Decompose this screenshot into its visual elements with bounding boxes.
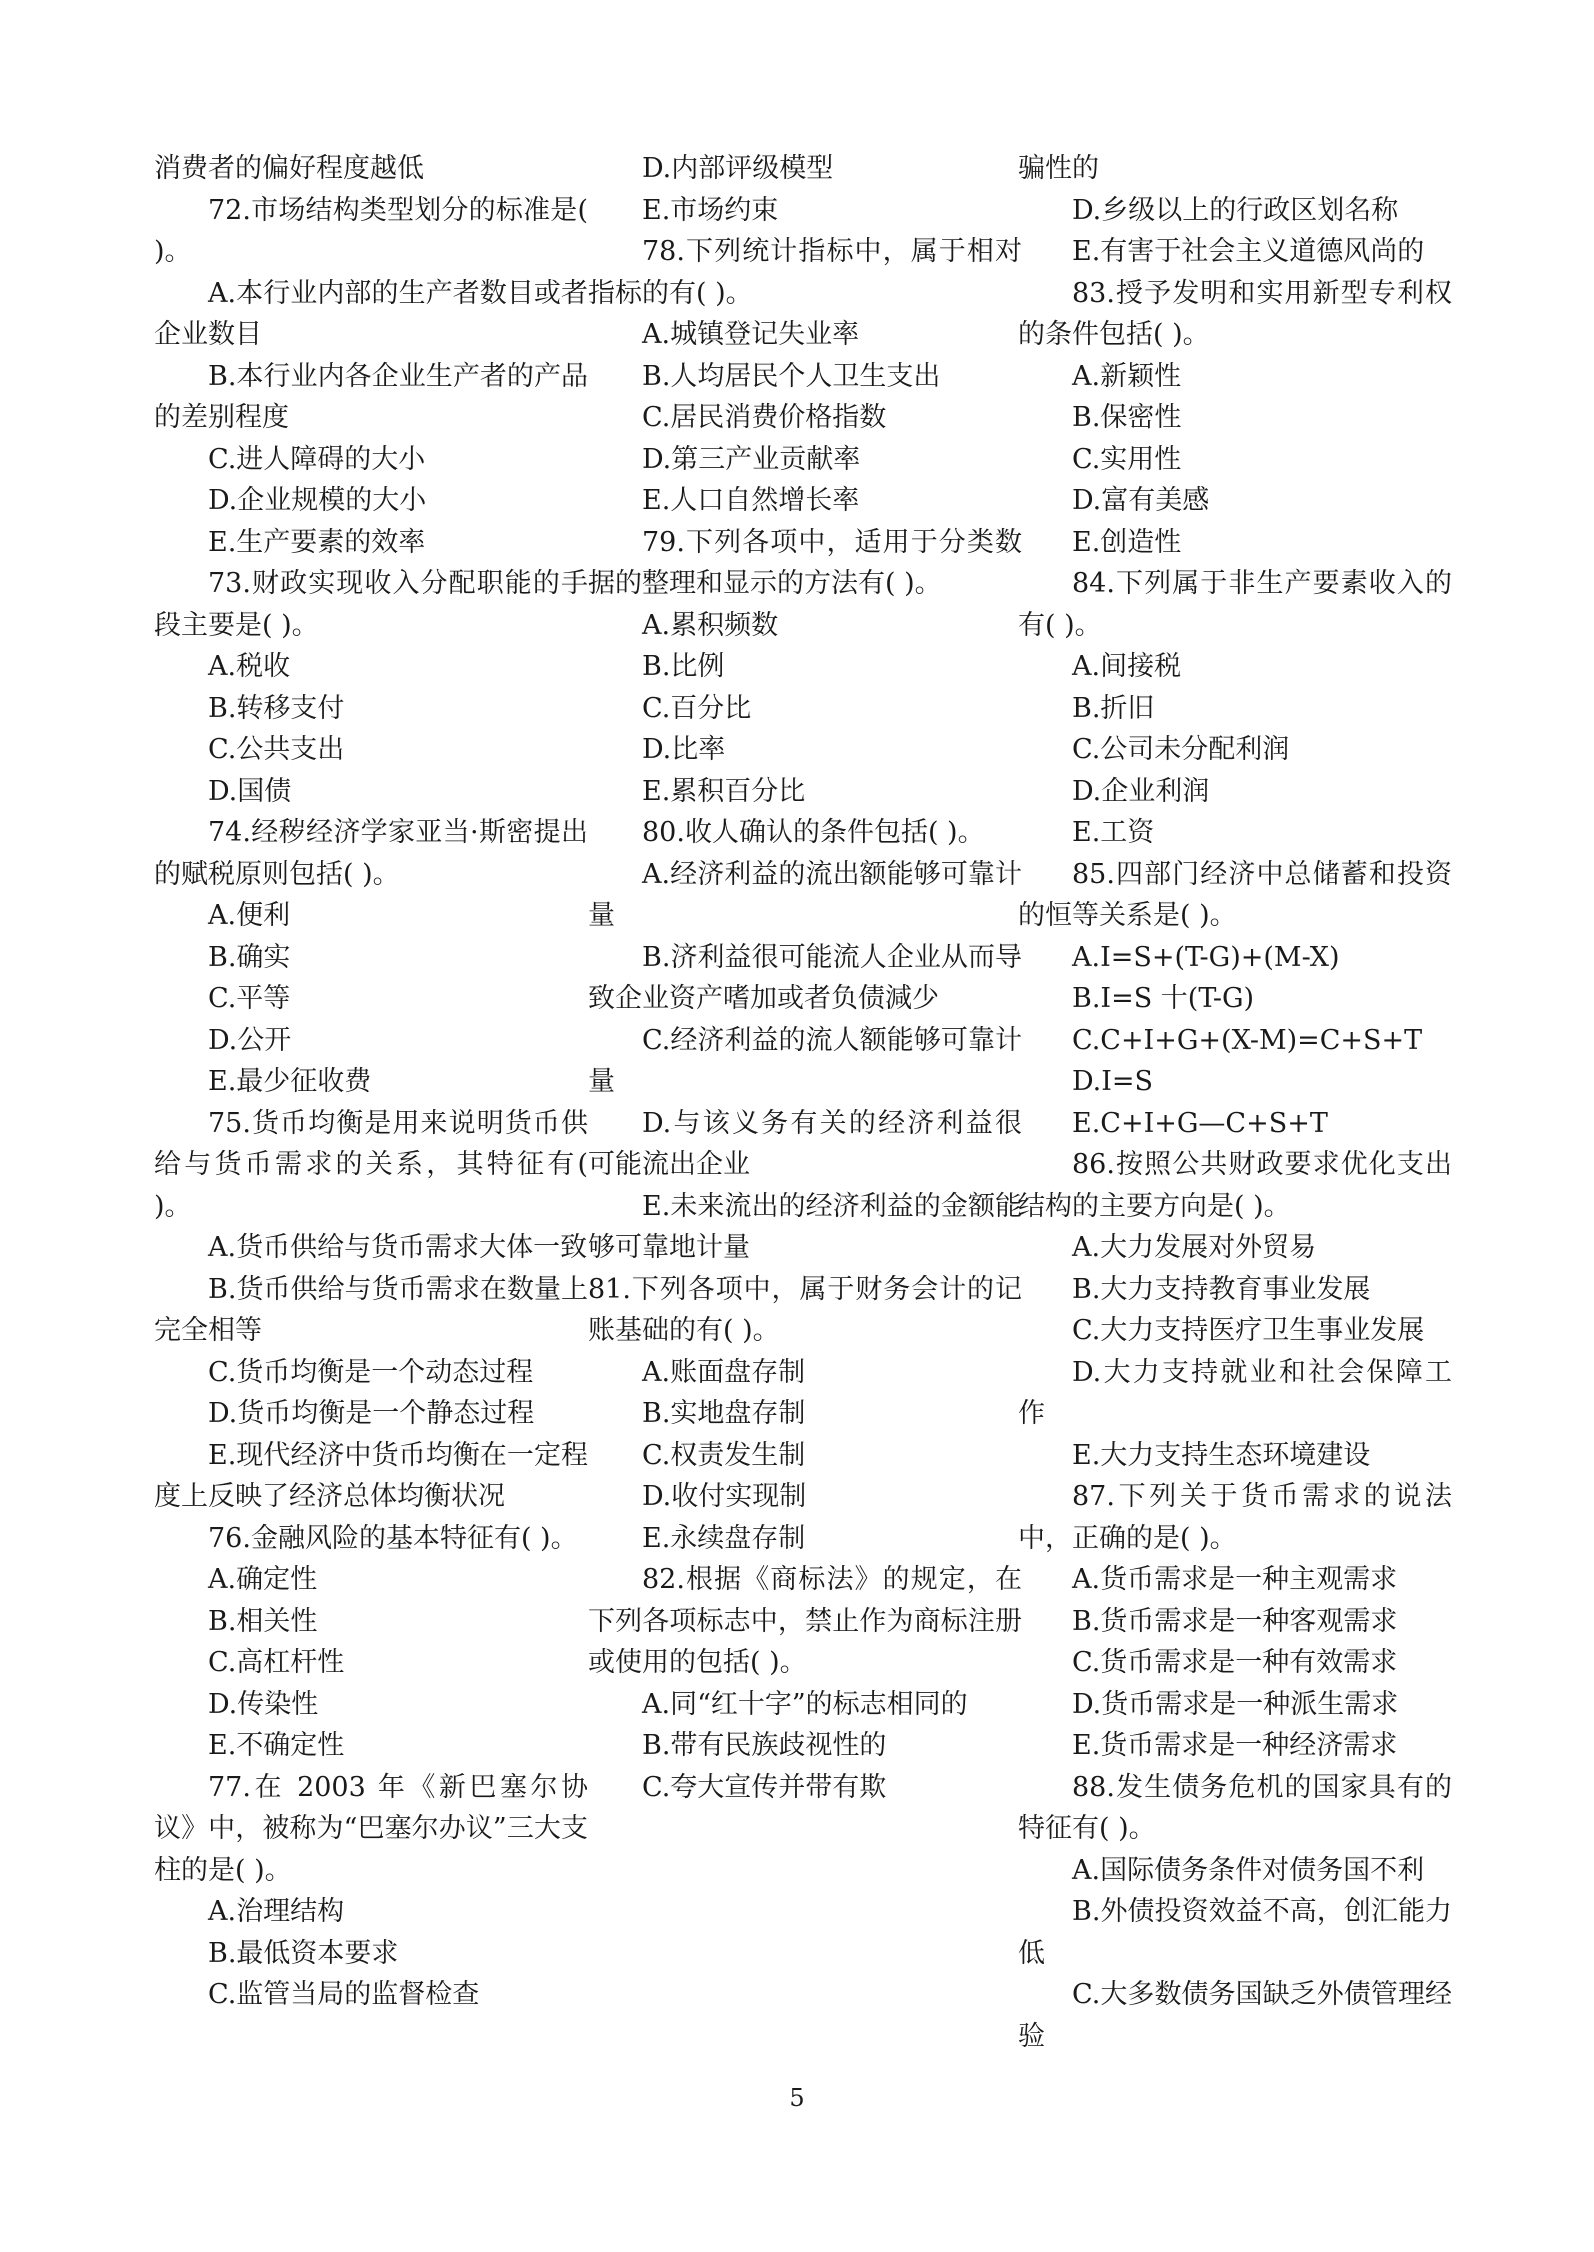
answer-option: D.富有美感 bbox=[1072, 485, 1210, 516]
question-text: 消费者的偏好程度越低 bbox=[154, 153, 424, 184]
answer-option: A.累积频数 bbox=[642, 609, 779, 641]
question-text: 85.四部门经济中总储蓄和投资的恒等关系是( )。 bbox=[1018, 858, 1452, 931]
question-text: 79.下列各项中，适用于分类数据的整理和显示的方法有( )。 bbox=[588, 526, 1022, 599]
answer-option: A.账面盘存制 bbox=[642, 1356, 806, 1388]
answer-option: C.监管当局的监督检查 bbox=[208, 1979, 480, 2010]
question-text: 骗性的 bbox=[1018, 153, 1099, 184]
question-text: 88.发生债务危机的国家具有的特征有( )。 bbox=[1018, 1771, 1452, 1844]
answer-option: E.货币需求是一种经济需求 bbox=[1072, 1730, 1398, 1761]
question-text: 72.市场结构类型划分的标准是( )。 bbox=[154, 194, 588, 267]
answer-option: E.不确定性 bbox=[208, 1730, 345, 1761]
text-column-2 bbox=[588, 148, 1022, 1808]
answer-option: D.传染性 bbox=[208, 1688, 319, 1720]
question-text: 74.经秽经济学家亚当·斯密提出的赋税原则包括( )。 bbox=[154, 817, 588, 890]
answer-option: D.与该义务有关的经济利益很可能流出企业 bbox=[588, 1107, 1022, 1180]
answer-option: B.本行业内各企业生产者的产品的差别程度 bbox=[154, 360, 588, 433]
answer-option: A.新颖性 bbox=[1072, 360, 1182, 392]
answer-option: E.大力支持生态环境建设 bbox=[1072, 1439, 1371, 1471]
answer-option: C.经济利益的流人额能够可靠计量 bbox=[588, 1024, 1022, 1097]
answer-option: C.夸大宣传并带有欺 bbox=[642, 1771, 887, 1803]
answer-option: E.市场约束 bbox=[642, 194, 779, 226]
answer-option: D.国债 bbox=[208, 775, 292, 807]
answer-option: C.平等 bbox=[208, 983, 291, 1014]
answer-option: A.国际债务条件对债务国不利 bbox=[1072, 1854, 1425, 1886]
answer-option: B.外债投资效益不高，创汇能力低 bbox=[1018, 1896, 1452, 1969]
answer-option: A.治理结构 bbox=[208, 1896, 345, 1927]
answer-option: B.带有民族歧视性的 bbox=[642, 1730, 887, 1761]
question-text: 75.货币均衡是用来说明货币供给与货币需求的关系，其特征有( )。 bbox=[154, 1107, 588, 1222]
answer-option: B.I=S 十(T-G) bbox=[1072, 983, 1255, 1014]
answer-option: D.企业利润 bbox=[1072, 775, 1210, 807]
question-text: 77.在 2003 年《新巴塞尔协议》中，被称为“巴塞尔办议”三大支柱的是( )。 bbox=[154, 1771, 588, 1886]
answer-option: A.城镇登记失业率 bbox=[642, 319, 860, 350]
answer-option: C.货币需求是一种有效需求 bbox=[1072, 1647, 1398, 1678]
answer-option: C.货币均衡是一个动态过程 bbox=[208, 1356, 534, 1388]
answer-option: E.人口自然增长率 bbox=[642, 485, 860, 516]
answer-option: E.现代经济中货币均衡在一定程度上反映了经济总体均衡状况 bbox=[154, 1439, 588, 1512]
answer-option: B.保密性 bbox=[1072, 402, 1182, 433]
answer-option: B.大力支持教育事业发展 bbox=[1072, 1273, 1371, 1305]
answer-option: D.货币需求是一种派生需求 bbox=[1072, 1688, 1399, 1720]
answer-option: A.货币需求是一种主观需求 bbox=[1072, 1564, 1398, 1595]
answer-option: B.比例 bbox=[642, 651, 725, 682]
answer-option: C.实用性 bbox=[1072, 443, 1182, 475]
answer-option: D.大力支持就业和社会保障工作 bbox=[1018, 1356, 1452, 1429]
question-text: 76.金融风险的基本特征有( )。 bbox=[208, 1522, 578, 1554]
answer-option: B.相关性 bbox=[208, 1605, 318, 1637]
answer-option: A.货币供给与货币需求大体一致 bbox=[208, 1232, 588, 1263]
answer-option: E.未来流出的经济利益的金额能够可靠地计量 bbox=[588, 1190, 1022, 1263]
question-text: 80.收人确认的条件包括( )。 bbox=[642, 817, 985, 848]
answer-option: A.I=S+(T-G)+(M-X) bbox=[1072, 941, 1340, 973]
answer-option: A.大力发展对外贸易 bbox=[1072, 1232, 1317, 1263]
answer-option: A.间接税 bbox=[1072, 651, 1182, 682]
answer-option: B.人均居民个人卫生支出 bbox=[642, 360, 941, 392]
answer-option: E.有害于社会主义道德风尚的 bbox=[1072, 236, 1425, 267]
answer-option: D.企业规模的大小 bbox=[208, 485, 427, 516]
answer-option: E.工资 bbox=[1072, 817, 1155, 848]
answer-option: A.经济利益的流出额能够可靠计量 bbox=[588, 858, 1022, 931]
answer-option: A.本行业内部的生产者数目或者企业数目 bbox=[154, 277, 588, 350]
answer-option: E.创造性 bbox=[1072, 526, 1182, 558]
question-text: 78.下列统计指标中，属于相对指标的有( )。 bbox=[588, 236, 1022, 309]
answer-option: C.公共支出 bbox=[208, 734, 345, 765]
question-text: 86.按照公共财政要求优化支出结构的主要方向是( )。 bbox=[1018, 1149, 1452, 1222]
answer-option: B.转移支付 bbox=[208, 692, 345, 724]
text-column-3 bbox=[1018, 148, 1452, 2057]
answer-option: B.确实 bbox=[208, 941, 291, 973]
answer-option: D.I=S bbox=[1072, 1066, 1154, 1097]
answer-option: C.大力支持医疗卫生事业发展 bbox=[1072, 1315, 1425, 1346]
answer-option: A.税收 bbox=[208, 651, 291, 682]
question-text: 83.授予发明和实用新型专利权的条件包括( )。 bbox=[1018, 277, 1452, 350]
answer-option: C.C+I+G+(X-M)=C+S+T bbox=[1072, 1024, 1423, 1056]
answer-option: E.最少征收费 bbox=[208, 1066, 372, 1097]
answer-option: C.居民消费价格指数 bbox=[642, 402, 887, 433]
answer-option: C.高杠杆性 bbox=[208, 1647, 345, 1678]
question-text: 81.下列各项中，属于财务会计的记账基础的有( )。 bbox=[588, 1273, 1022, 1346]
answer-option: D.第三产业贡献率 bbox=[642, 443, 861, 475]
question-text: 87.下列关于货币需求的说法中，正确的是( )。 bbox=[1018, 1481, 1452, 1554]
answer-option: B.最低资本要求 bbox=[208, 1937, 399, 1969]
answer-option: D.乡级以上的行政区划名称 bbox=[1072, 194, 1399, 226]
answer-option: D.公开 bbox=[208, 1024, 292, 1056]
page-number: 5 bbox=[789, 2084, 805, 2112]
answer-option: C.公司未分配利润 bbox=[1072, 734, 1290, 765]
answer-option: B.货币需求是一种客观需求 bbox=[1072, 1605, 1398, 1637]
answer-option: C.进人障碍的大小 bbox=[208, 443, 426, 475]
answer-option: E.累积百分比 bbox=[642, 775, 806, 807]
answer-option: B.货币供给与货币需求在数量上完全相等 bbox=[154, 1273, 588, 1346]
answer-option: A.便利 bbox=[208, 900, 291, 931]
answer-option: A.确定性 bbox=[208, 1564, 318, 1595]
question-text: 73.财政实现收入分配职能的手段主要是( )。 bbox=[154, 568, 588, 641]
question-text: 84.下列属于非生产要素收入的有( )。 bbox=[1018, 568, 1452, 641]
answer-option: D.收付实现制 bbox=[642, 1481, 807, 1512]
answer-option: C.大多数债务国缺乏外债管理经验 bbox=[1018, 1979, 1452, 2052]
answer-option: C.百分比 bbox=[642, 692, 752, 724]
text-column-1 bbox=[154, 148, 588, 2016]
answer-option: E.C+I+G—C+S+T bbox=[1072, 1107, 1328, 1139]
answer-option: D.货币均衡是一个静态过程 bbox=[208, 1398, 535, 1429]
answer-option: D.内部评级模型 bbox=[642, 153, 834, 184]
answer-option: E.永续盘存制 bbox=[642, 1522, 806, 1554]
question-text: 82.根据《商标法》的规定，在下列各项标志中，禁止作为商标注册或使用的包括( )。 bbox=[588, 1564, 1022, 1678]
answer-option: B.实地盘存制 bbox=[642, 1398, 806, 1429]
answer-option: B.折旧 bbox=[1072, 692, 1155, 724]
answer-option: E.生产要素的效率 bbox=[208, 526, 426, 558]
answer-option: A.同“红十字”的标志相同的 bbox=[642, 1688, 968, 1720]
answer-option: B.济利益很可能流人企业从而导致企业资产嗜加或者负债減少 bbox=[588, 941, 1022, 1014]
answer-option: D.比率 bbox=[642, 734, 726, 765]
answer-option: C.权责发生制 bbox=[642, 1439, 806, 1471]
